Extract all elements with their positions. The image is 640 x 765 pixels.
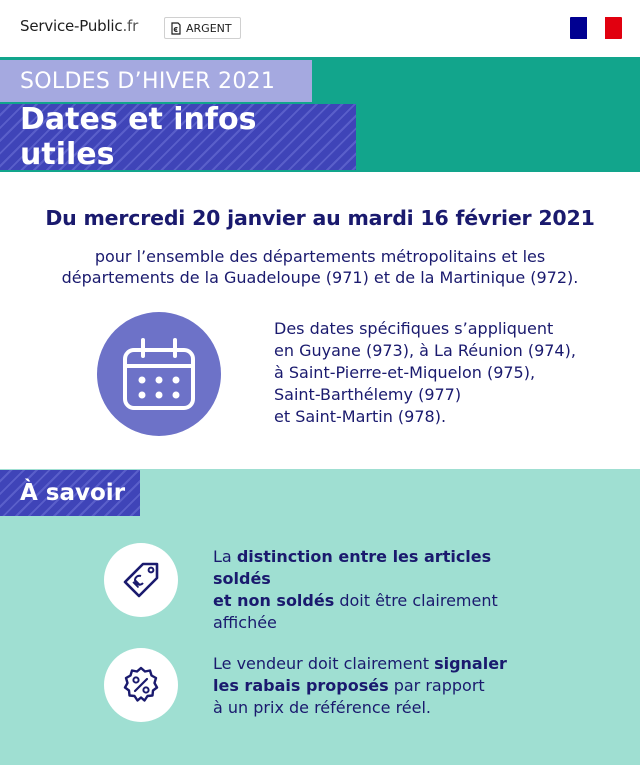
site-logo[interactable] — [20, 17, 138, 35]
item1-bold-1: distinction entre les articles soldés — [213, 547, 492, 588]
special-line-5: et Saint-Martin (978). — [274, 407, 447, 426]
category-badge[interactable] — [164, 17, 241, 39]
price-tag-icon — [119, 558, 163, 602]
special-line-1: Des dates spécifiques s’appliquent — [274, 319, 554, 338]
special-dates-text — [274, 318, 624, 428]
banner-title: Dates et infos utiles — [0, 104, 356, 170]
calendar-badge — [97, 312, 221, 436]
item1-text-1: La — [213, 547, 237, 566]
dates-subline — [30, 246, 610, 288]
special-line-4: Saint-Barthélemy (977) — [274, 385, 462, 404]
item1-text-3: affichée — [213, 613, 277, 632]
dates-subline-2: départements de la Guadeloupe (971) et de la Martinique (972). — [61, 268, 579, 287]
price-tag-badge — [104, 543, 178, 617]
savoir-item-2 — [213, 653, 543, 719]
discount-badge — [104, 648, 178, 722]
item1-bold-2: et non soldés — [213, 591, 335, 610]
badge-label: ARGENT — [186, 21, 232, 35]
item1-text-2: doit être clairement — [334, 591, 498, 610]
item2-bold-1: signaler — [434, 654, 507, 673]
item2-text-3: à un prix de référence réel. — [213, 698, 432, 717]
dates-headline: Du mercredi 20 janvier au mardi 16 février 2021 — [45, 206, 595, 230]
top-bar — [0, 0, 640, 57]
discount-badge-icon — [119, 663, 163, 707]
dates-subline-1: pour l’ensemble des départements métropolitains et les — [94, 247, 546, 266]
calendar-icon — [97, 312, 221, 436]
logo-main: Service-Public — [20, 17, 123, 35]
special-line-3: à Saint-Pierre-et-Miquelon (975), — [274, 363, 536, 382]
document-euro-icon — [170, 22, 182, 35]
savoir-title: À savoir — [0, 470, 140, 516]
item2-text-1: Le vendeur doit clairement — [213, 654, 435, 673]
item2-text-2: par rapport — [388, 676, 485, 695]
special-line-2: en Guyane (973), à La Réunion (974), — [274, 341, 576, 360]
logo-ext: .fr — [122, 17, 139, 35]
savoir-item-1 — [213, 546, 543, 634]
banner-kicker: SOLDES D’HIVER 2021 — [0, 60, 312, 102]
item2-bold-2: les rabais proposés — [213, 676, 389, 695]
republique-francaise-flag — [570, 17, 622, 39]
